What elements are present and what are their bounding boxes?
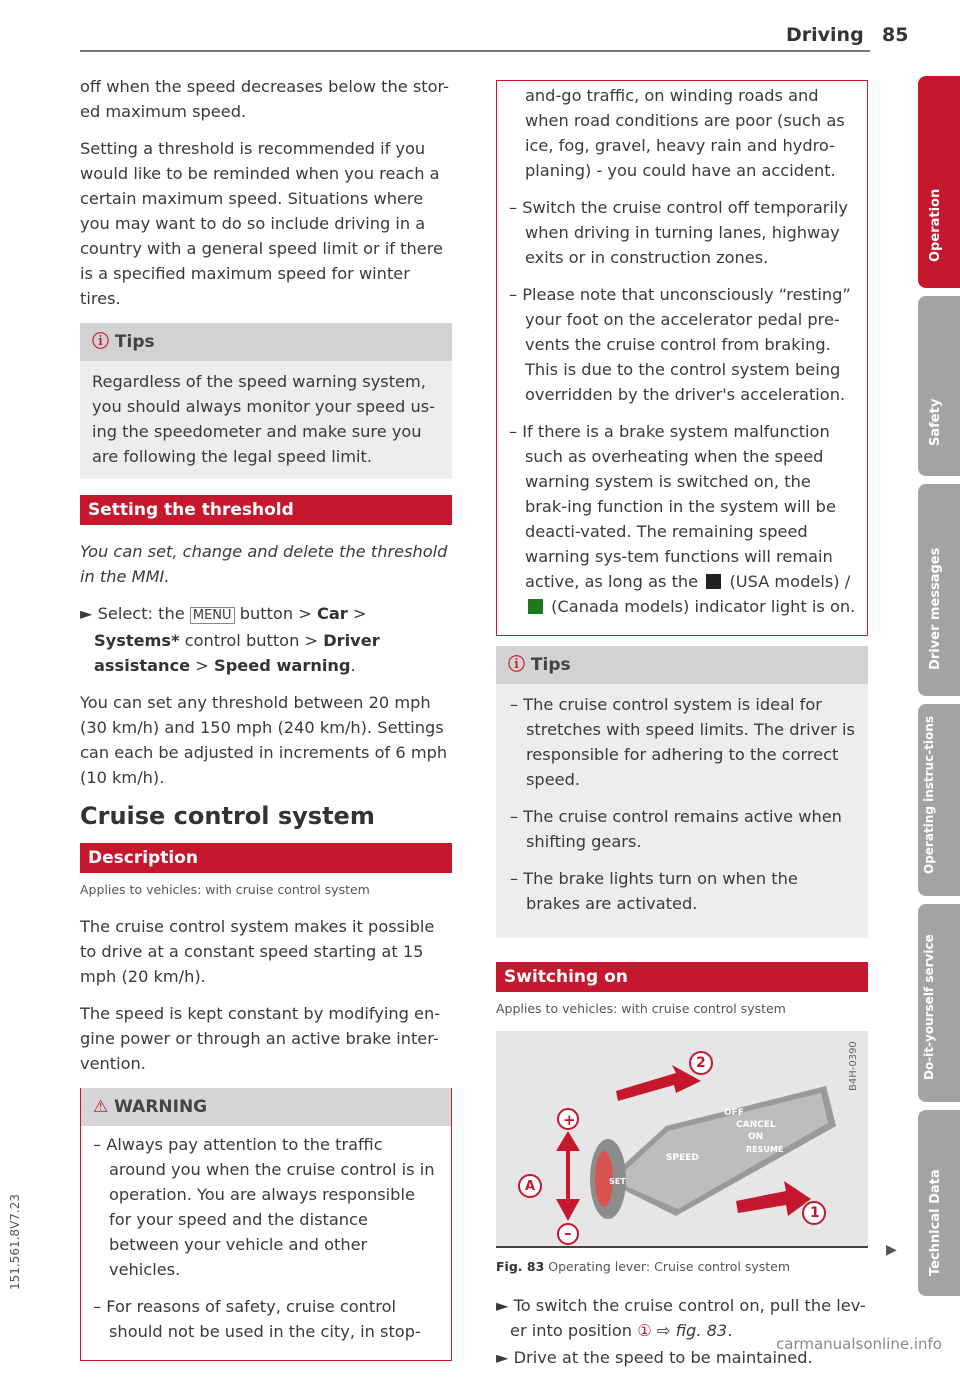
header-rule: [80, 50, 870, 52]
left-column: [80, 74, 452, 1361]
menu-key: MENU: [190, 607, 235, 624]
warning-triangle-icon: ⚠: [93, 1097, 109, 1117]
tab-operating-instructions[interactable]: [918, 704, 960, 896]
text: control button >: [184, 631, 319, 650]
tab-driver-messages[interactable]: [918, 484, 960, 696]
tab-label: Operation: [928, 188, 943, 262]
warning-item: – For reasons of safety, cruise control should not be used in the city, in stop-: [93, 1297, 421, 1341]
menu-driver-assistance: Driver assistance: [94, 631, 380, 675]
tab-operation[interactable]: [918, 76, 960, 288]
tab-label: Operating instruc-tions: [922, 716, 936, 874]
tips-body: [496, 684, 868, 938]
arrow-push-icon: [616, 1065, 701, 1101]
tab-label: Driver messages: [928, 547, 943, 670]
warning-title: WARNING: [114, 1097, 208, 1117]
page-number: 85: [882, 24, 909, 46]
chapter-title: Driving: [786, 24, 864, 46]
menu-car: Car: [316, 604, 348, 623]
tips-title: Tips: [530, 655, 571, 675]
text: (USA models) /: [729, 572, 851, 591]
menu-speed-warning: Speed warning: [214, 656, 351, 675]
position-1-label: 1: [810, 1205, 820, 1221]
info-icon: ⓘ: [92, 332, 109, 352]
document-code: 151.561.8V7.23: [8, 1194, 22, 1290]
tab-do-it-yourself-service[interactable]: [918, 904, 960, 1102]
position-1-ref: ①: [637, 1321, 652, 1340]
lever-on-label: ON: [748, 1132, 764, 1142]
arrow-up-icon: [556, 1131, 580, 1181]
plus-label: +: [563, 1111, 576, 1129]
cruise-indicator-icon: [706, 574, 721, 589]
minus-label: –: [564, 1224, 572, 1242]
tip-item: – The cruise control system is ideal for stretches with speed limits. The driver is responsible for adhering to the correct speed.: [510, 695, 855, 789]
applies-note: Applies to vehicles: with cruise control system: [80, 882, 370, 897]
figure-caption: [496, 1254, 868, 1279]
instruction-step: ► Select: the MENU button > Car > Systems* control button > Driver assistance > Speed warning.: [80, 604, 380, 675]
warning-item: – Please note that unconsciously “resting” your foot on the accelerator pedal pre-vents the cruise control from braking. This is due to the control system being overridden by the driver's acceleration.: [509, 285, 851, 404]
warning-item: [507, 419, 857, 619]
lever-set-label: SET: [609, 1177, 626, 1186]
text: – If there is a brake system malfunction such as overheating when the speed warning system is switched on, the brak-ing function in the system will be deacti-vated. The remaining speed warning sys-tem functions will remain active, as long as the: [509, 422, 836, 591]
tab-label: Safety: [928, 398, 943, 446]
lever-speed-label: SPEED: [666, 1153, 699, 1163]
tips-header: [80, 323, 452, 361]
lever-resume-label: RESUME: [746, 1145, 784, 1154]
figure-code: B4H-0390: [848, 1041, 859, 1091]
figure-caption-text: Operating lever: Cruise control system: [548, 1259, 791, 1274]
paragraph: off when the speed decreases below the stor-ed maximum speed.: [80, 77, 449, 121]
info-icon: ⓘ: [508, 655, 525, 675]
continue-arrow-icon: ▶: [886, 1242, 897, 1258]
figure-reference: fig. 83: [675, 1321, 728, 1340]
warning-body: [81, 1126, 451, 1360]
arrow-pull-icon: [736, 1181, 811, 1216]
section-heading: Setting the threshold: [80, 495, 452, 525]
tips-header: [496, 646, 868, 684]
warning-header: [81, 1088, 451, 1126]
tab-technical-data[interactable]: [918, 1110, 960, 1296]
paragraph: The speed is kept constant by modifying en-gine power or through an active brake inter-vention.: [80, 1004, 441, 1073]
text: ⇨: [656, 1321, 671, 1340]
text: .: [350, 656, 356, 675]
position-a-label: A: [525, 1179, 536, 1194]
section-heading: Switching on: [496, 962, 868, 992]
instruction-step: ► Drive at the speed to be maintained.: [496, 1348, 813, 1367]
lever-off-label: OFF: [724, 1108, 744, 1118]
position-2-label: 2: [696, 1055, 706, 1071]
text: >: [195, 656, 209, 675]
text: Select: the: [97, 604, 185, 623]
chapter-heading: Cruise control system: [80, 802, 375, 830]
tip-item: – The brake lights turn on when the brakes are activated.: [510, 869, 798, 913]
section-intro: You can set, change and delete the threshold in the MMI.: [80, 542, 448, 586]
cruise-canada-indicator-icon: [528, 599, 543, 614]
warning-item: and-go traffic, on winding roads and when road conditions are poor (such as ice, fog, gravel, heavy rain and hydro-planing) - you could have an accident.: [525, 86, 845, 180]
tab-safety[interactable]: [918, 296, 960, 476]
warning-item: – Switch the cruise control off temporarily when driving in turning lanes, highway exits or in construction zones.: [509, 198, 848, 267]
section-heading: Description: [80, 843, 452, 873]
figure-label: Fig. 83: [496, 1259, 545, 1274]
tab-label: Technical Data: [928, 1169, 943, 1276]
tips-title: Tips: [114, 332, 155, 352]
paragraph: You can set any threshold between 20 mph (30 km/h) and 150 mph (240 km/h). Settings can each be adjusted in increments of 6 mph (10 km/h).: [80, 693, 448, 787]
tips-body: Regardless of the speed warning system, you should always monitor your speed us-ing the speedometer and make sure you are following the legal speed limit.: [80, 361, 452, 479]
tip-item: – The cruise control remains active when shifting gears.: [510, 807, 842, 851]
tab-label: Do-it-yourself service: [922, 934, 936, 1080]
paragraph: Setting a threshold is recommended if you would like to be reminded when you reach a certain maximum speed. Situations where you may want to do so include driving in a country with a general speed limit or if there is a specified maximum speed for winter tires.: [80, 139, 443, 308]
applies-note: Applies to vehicles: with cruise control system: [496, 1001, 786, 1016]
lever-cancel-label: CANCEL: [736, 1120, 776, 1130]
arrow-down-icon: [556, 1181, 580, 1221]
text: ► To switch the cruise control on, pull the lev-er into position: [496, 1296, 866, 1340]
watermark: carmanualsonline.info: [776, 1335, 942, 1353]
tips-box: [496, 646, 868, 938]
text: (Canada models) indicator light is on.: [551, 597, 856, 616]
warning-box: [80, 1088, 452, 1361]
warning-item: – Always pay attention to the traffic around you when the cruise control is in operation. You are always responsible for your speed and the distance between your vehicle and other vehicles.: [93, 1135, 435, 1279]
text: .: [727, 1321, 733, 1340]
figure-83: [496, 1031, 868, 1248]
right-column: [496, 80, 868, 1382]
text: >: [352, 604, 367, 623]
paragraph: The cruise control system makes it possible to drive at a constant speed starting at 15 mph (20 km/h).: [80, 917, 435, 986]
menu-systems: Systems*: [94, 631, 180, 650]
warning-box-continued: [496, 80, 868, 636]
tips-box: [80, 323, 452, 479]
text: button >: [239, 604, 312, 623]
